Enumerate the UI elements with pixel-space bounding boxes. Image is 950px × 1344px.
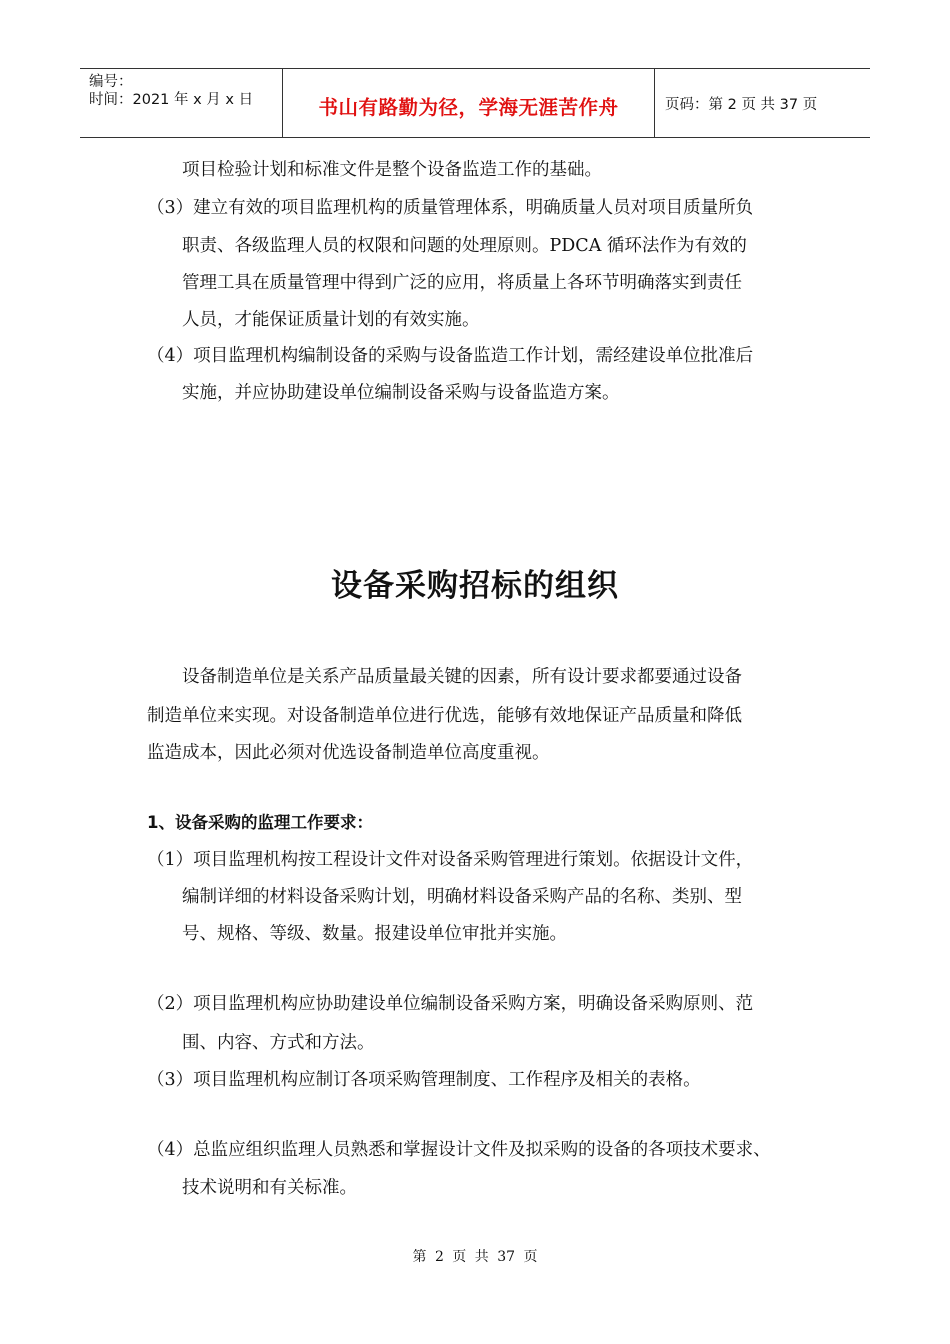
list-item-line: 号、规格、等级、数量。报建设单位审批并实施。 (182, 924, 567, 944)
header-page-info-cell (655, 69, 870, 137)
paragraph-line: 实施，并应协助建设单位编制设备采购与设备监造方案。 (182, 383, 620, 403)
section-title: 设备采购招标的组织 (331, 568, 619, 604)
paragraph-line: 管理工具在质量管理中得到广泛的应用，将质量上各环节明确落实到责任 (182, 273, 742, 293)
page-footer: 第 2 页 共 37 页 (412, 1249, 538, 1265)
intro-line: 监造成本，因此必须对优选设备制造单位高度重视。 (147, 743, 550, 763)
header-motto-cell (283, 69, 655, 137)
list-item-line: （2）项目监理机构应协助建设单位编制设备采购方案，明确设备采购原则、范 (147, 994, 754, 1014)
subheading: 1、设备采购的监理工作要求： (147, 813, 373, 832)
paragraph-line: 职责、各级监理人员的权限和问题的处理原则。PDCA 循环法作为有效的 (182, 236, 747, 256)
intro-line: 设备制造单位是关系产品质量最关键的因素，所有设计要求都要通过设备 (182, 667, 742, 687)
paragraph-line: （3）建立有效的项目监理机构的质量管理体系，明确质量人员对项目质量所负 (147, 198, 754, 218)
list-item-line: （3）项目监理机构应制订各项采购管理制度、工作程序及相关的表格。 (147, 1070, 701, 1090)
document-number-label: 编号： (89, 74, 133, 90)
list-item-line: 围、内容、方式和方法。 (182, 1033, 375, 1053)
paragraph-line: 项目检验计划和标准文件是整个设备监造工作的基础。 (182, 160, 602, 180)
header-page-info: 页码：第 2 页 共 37 页 (665, 96, 818, 113)
page-header (80, 68, 870, 138)
list-item-line: （4）总监应组织监理人员熟悉和掌握设计文件及拟采购的设备的各项技术要求、 (147, 1140, 771, 1160)
header-meta (80, 69, 283, 137)
list-item-line: （1）项目监理机构按工程设计文件对设备采购管理进行策划。依据设计文件， (147, 850, 754, 870)
paragraph-line: （4）项目监理机构编制设备的采购与设备监造工作计划，需经建设单位批准后 (147, 346, 754, 366)
list-item-line: 编制详细的材料设备采购计划，明确材料设备采购产品的名称、类别、型 (182, 887, 742, 907)
document-date: 时间：2021 年 x 月 x 日 (89, 92, 254, 108)
list-item-line: 技术说明和有关标准。 (182, 1178, 357, 1198)
header-motto: 书山有路勤为径，学海无涯苦作舟 (318, 96, 619, 119)
paragraph-line: 人员，才能保证质量计划的有效实施。 (182, 310, 480, 330)
intro-line: 制造单位来实现。对设备制造单位进行优选，能够有效地保证产品质量和降低 (147, 706, 742, 726)
